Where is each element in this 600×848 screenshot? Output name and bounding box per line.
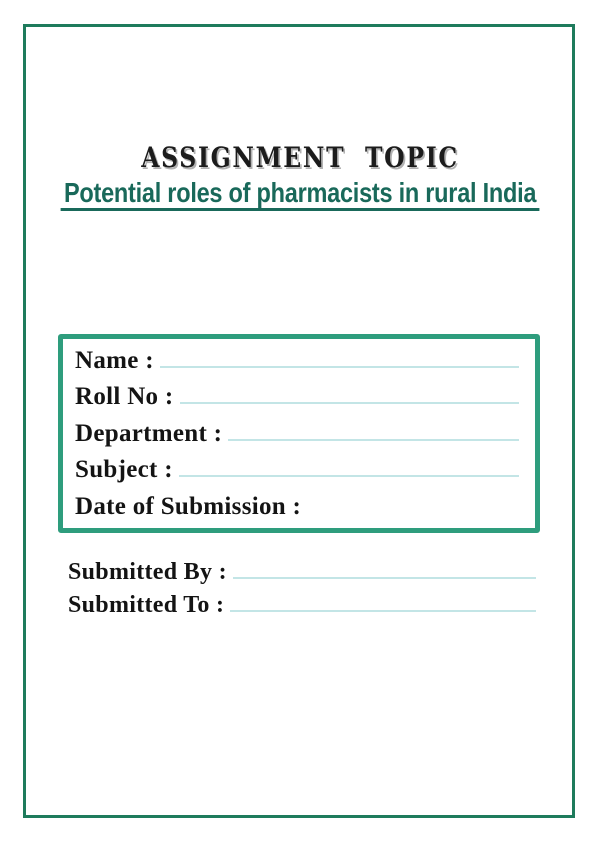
field-row-date-of-submission <box>75 489 521 525</box>
student-info-box <box>58 334 540 533</box>
roll-no-label: Roll No : <box>75 383 174 411</box>
submitted-by-label: Submitted By : <box>68 559 227 585</box>
submission-section <box>68 556 538 622</box>
assignment-topic-subtitle: Potential roles of pharmacists in rural India <box>61 179 540 211</box>
submitted-to-fill-in-line <box>230 610 536 612</box>
subject-label: Subject : <box>75 456 173 484</box>
field-row-name <box>75 343 521 379</box>
field-row-roll-no <box>75 379 521 415</box>
roll-no-fill-in-line <box>180 402 519 404</box>
department-fill-in-line <box>228 439 519 441</box>
page-title: ASSIGNMENT TOPIC <box>141 141 459 174</box>
submitted-to-label: Submitted To : <box>68 592 225 618</box>
subject-fill-in-line <box>179 475 519 477</box>
name-label: Name : <box>75 347 154 374</box>
name-fill-in-line <box>160 366 519 368</box>
field-row-department <box>75 416 521 452</box>
date-of-submission-label: Date of Submission : <box>75 492 302 520</box>
submitted-by-fill-in-line <box>233 577 536 579</box>
field-row-subject <box>75 452 521 488</box>
department-label: Department : <box>75 419 223 447</box>
subtitle-container <box>0 179 600 211</box>
field-row-submitted-to <box>68 589 538 622</box>
field-row-submitted-by <box>68 556 538 589</box>
